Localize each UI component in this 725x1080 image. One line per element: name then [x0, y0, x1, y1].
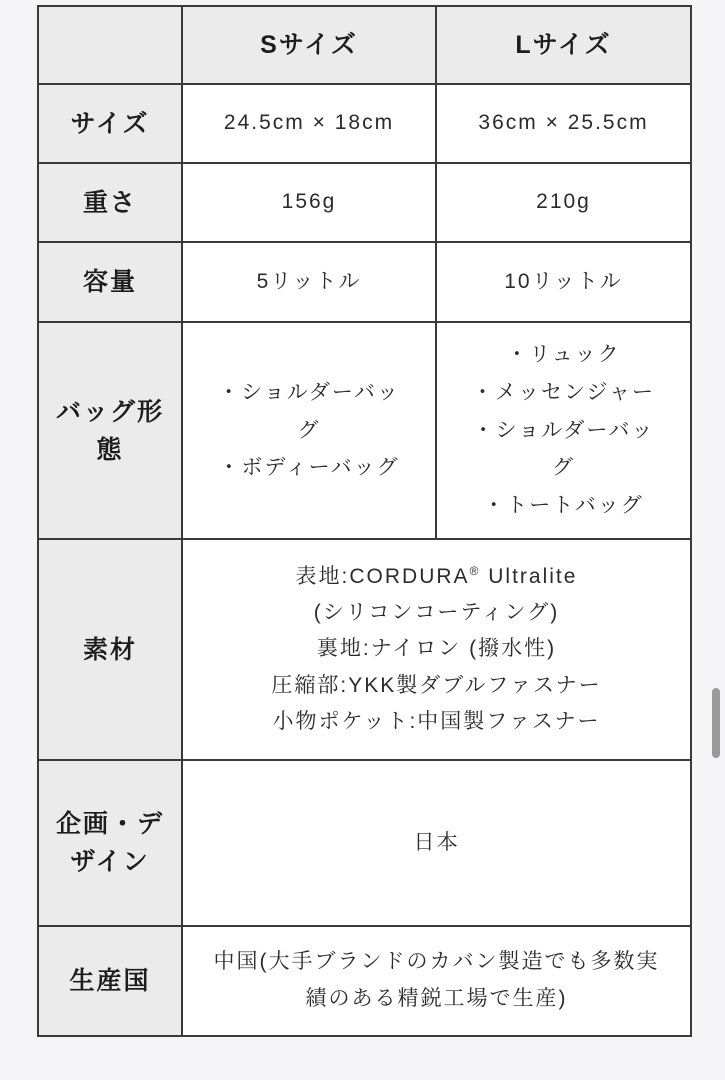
list-item: ・トートバッグ: [483, 494, 644, 518]
capacity-value-s: 5リットル: [182, 242, 436, 322]
origin-value: [182, 926, 691, 1036]
capacity-value-l: 10リットル: [436, 242, 691, 322]
capacity-row: [38, 242, 691, 322]
bag-type-value-s: [182, 322, 436, 539]
origin-row: [38, 926, 691, 1036]
weight-value-s: 156g: [182, 163, 436, 242]
row-label-material: 素材: [38, 539, 182, 760]
list-item: ・リュック: [506, 343, 621, 366]
header-row: [38, 6, 691, 84]
design-row: [38, 760, 691, 926]
row-label-weight: 重さ: [38, 163, 182, 242]
list-item: ・メッセンジャー: [471, 380, 656, 404]
list-item: ・ショルダーバッグ: [218, 380, 400, 442]
material-line-zipper: 圧縮部:YKK製ダブルファスナー: [271, 673, 602, 697]
product-spec-table: [37, 5, 692, 1037]
registered-trademark-symbol: ®: [469, 564, 481, 579]
corner-cell: [38, 6, 182, 84]
material-line-lining: 裏地:ナイロン (撥水性): [316, 637, 557, 661]
material-row: [38, 539, 691, 760]
weight-row: [38, 163, 691, 242]
weight-value-l: 210g: [436, 163, 691, 242]
material-line-coating: (シリコンコーティング): [313, 601, 560, 625]
row-label-bag-type: バッグ形態: [38, 322, 182, 539]
row-label-origin: 生産国: [38, 926, 182, 1036]
list-item: ・ショルダーバッグ: [472, 418, 655, 480]
bag-type-value-l: [436, 322, 691, 539]
column-header-l-size: Lサイズ: [436, 6, 691, 84]
row-label-design: 企画・デザイン: [38, 760, 182, 926]
scrollbar-thumb[interactable]: [712, 688, 720, 758]
origin-text: 中国(大手ブランドのカバン製造でも多数実績のある精鋭工場で生産): [213, 950, 660, 1010]
row-label-size: サイズ: [38, 84, 182, 163]
row-label-capacity: 容量: [38, 242, 182, 322]
bag-type-row: [38, 322, 691, 539]
material-line-pocket: 小物ポケット:中国製ファスナー: [272, 709, 601, 733]
design-value: 日本: [182, 760, 691, 926]
list-item: ・ボディーバッグ: [218, 456, 400, 480]
material-line-outer-fabric: 表地:CORDURA® Ultralite: [295, 564, 578, 589]
size-row: [38, 84, 691, 163]
material-value: [182, 539, 691, 760]
size-value-l: 36cm × 25.5cm: [436, 84, 691, 163]
column-header-s-size: Sサイズ: [182, 6, 436, 84]
size-value-s: 24.5cm × 18cm: [182, 84, 436, 163]
